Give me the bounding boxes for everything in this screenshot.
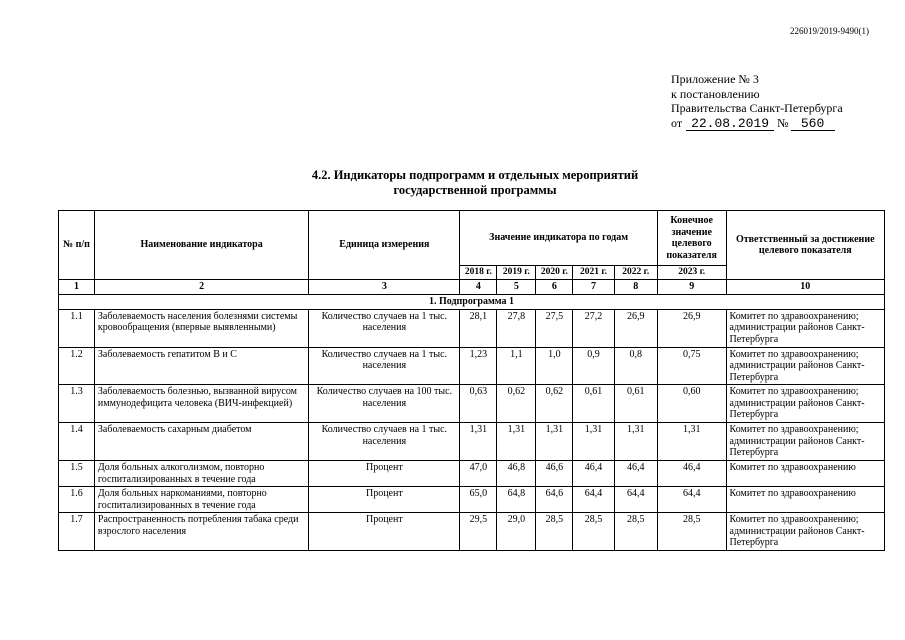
unit-cell: Количество случаев на 1 тыс. населения	[309, 423, 460, 461]
header-values: Значение индикатора по годам	[460, 211, 658, 266]
header-year: 2020 г.	[536, 266, 573, 280]
value-cell: 26,9	[657, 309, 726, 347]
column-index: 10	[726, 280, 884, 295]
value-cell: 28,5	[657, 513, 726, 551]
value-cell: 64,4	[614, 487, 657, 513]
header-unit: Единица измерения	[309, 211, 460, 280]
row-number: 1.3	[59, 385, 95, 423]
value-cell: 29,5	[460, 513, 497, 551]
value-cell: 0,8	[614, 347, 657, 385]
row-number: 1.1	[59, 309, 95, 347]
value-cell: 0,60	[657, 385, 726, 423]
column-index: 9	[657, 280, 726, 295]
value-cell: 65,0	[460, 487, 497, 513]
value-cell: 46,8	[497, 461, 536, 487]
value-cell: 46,6	[536, 461, 573, 487]
row-number: 1.4	[59, 423, 95, 461]
value-cell: 1,31	[497, 423, 536, 461]
table-row	[59, 487, 885, 513]
unit-cell: Количество случаев на 100 тыс. населения	[309, 385, 460, 423]
value-cell: 64,4	[573, 487, 614, 513]
value-cell: 46,4	[657, 461, 726, 487]
value-cell: 1,31	[536, 423, 573, 461]
value-cell: 46,4	[614, 461, 657, 487]
value-cell: 1,23	[460, 347, 497, 385]
title-line-2: государственной программы	[393, 182, 557, 197]
indicator-name: Заболеваемость гепатитом В и С	[94, 347, 308, 385]
value-cell: 28,5	[614, 513, 657, 551]
unit-cell: Процент	[309, 513, 460, 551]
value-cell: 0,75	[657, 347, 726, 385]
row-number: 1.6	[59, 487, 95, 513]
indicator-name: Доля больных алкоголизмом, повторно госпитализированных в течение года	[94, 461, 308, 487]
header-year: 2019 г.	[497, 266, 536, 280]
value-cell: 0,61	[614, 385, 657, 423]
row-number: 1.7	[59, 513, 95, 551]
column-index: 6	[536, 280, 573, 295]
value-cell: 64,8	[497, 487, 536, 513]
value-cell: 1,31	[614, 423, 657, 461]
column-index: 3	[309, 280, 460, 295]
row-number: 1.5	[59, 461, 95, 487]
table-row	[59, 423, 885, 461]
header-final: Конечное значение целевого показателя	[657, 211, 726, 266]
value-cell: 46,4	[573, 461, 614, 487]
header-responsible: Ответственный за достижение целевого показателя	[726, 211, 884, 280]
header-name: Наименование индикатора	[94, 211, 308, 280]
value-cell: 1,0	[536, 347, 573, 385]
unit-cell: Количество случаев на 1 тыс. населения	[309, 347, 460, 385]
unit-cell: Процент	[309, 487, 460, 513]
responsible-cell: Комитет по здравоохранению; администрации районов Санкт-Петербурга	[726, 385, 884, 423]
resolution-number: 560	[791, 118, 835, 131]
unit-cell: Процент	[309, 461, 460, 487]
appendix-line-2: к постановлению	[671, 86, 760, 101]
appendix-line-3: Правительства Санкт-Петербурга	[671, 101, 843, 115]
value-cell: 1,31	[460, 423, 497, 461]
page-title	[0, 168, 905, 197]
value-cell: 1,31	[657, 423, 726, 461]
column-index: 2	[94, 280, 308, 295]
value-cell: 0,63	[460, 385, 497, 423]
value-cell: 64,4	[657, 487, 726, 513]
row-number: 1.2	[59, 347, 95, 385]
appendix-date-line	[671, 116, 843, 131]
indicator-name: Заболеваемость населения болезнями системы кровообращения (впервые выявленными)	[94, 309, 308, 347]
table-row	[59, 461, 885, 487]
unit-cell: Количество случаев на 1 тыс. населения	[309, 309, 460, 347]
value-cell: 64,6	[536, 487, 573, 513]
title-line-1: 4.2. Индикаторы подпрограмм и отдельных мероприятий	[311, 168, 639, 182]
header-year: 2021 г.	[573, 266, 614, 280]
resolution-date: 22.08.2019	[686, 118, 774, 131]
value-cell: 28,5	[573, 513, 614, 551]
column-index: 4	[460, 280, 497, 295]
value-cell: 27,5	[536, 309, 573, 347]
document-number: 226019/2019-9490(1)	[790, 26, 869, 36]
from-label: от	[671, 115, 683, 130]
header-num: № п/п	[59, 211, 95, 280]
indicator-name: Заболеваемость болезнью, вызванной вирусом иммунодефицита человека (ВИЧ-инфекцией)	[94, 385, 308, 423]
responsible-cell: Комитет по здравоохранению; администрации районов Санкт-Петербурга	[726, 347, 884, 385]
responsible-cell: Комитет по здравоохранению	[726, 461, 884, 487]
column-index: 5	[497, 280, 536, 295]
appendix-block	[671, 72, 843, 131]
value-cell: 0,62	[497, 385, 536, 423]
responsible-cell: Комитет по здравоохранению; администрации районов Санкт-Петербурга	[726, 423, 884, 461]
value-cell: 27,8	[497, 309, 536, 347]
value-cell: 1,1	[497, 347, 536, 385]
responsible-cell: Комитет по здравоохранению	[726, 487, 884, 513]
responsible-cell: Комитет по здравоохранению; администрации районов Санкт-Петербурга	[726, 309, 884, 347]
indicators-table	[58, 210, 885, 551]
value-cell: 0,9	[573, 347, 614, 385]
header-year: 2023 г.	[657, 266, 726, 280]
responsible-cell: Комитет по здравоохранению; администрации районов Санкт-Петербурга	[726, 513, 884, 551]
value-cell: 29,0	[497, 513, 536, 551]
column-index: 8	[614, 280, 657, 295]
subprogram-heading: 1. Подпрограмма 1	[59, 295, 885, 310]
number-label: №	[777, 115, 789, 130]
header-year: 2018 г.	[460, 266, 497, 280]
indicator-name: Распространенность потребления табака среди взрослого населения	[94, 513, 308, 551]
value-cell: 0,62	[536, 385, 573, 423]
value-cell: 47,0	[460, 461, 497, 487]
column-index: 7	[573, 280, 614, 295]
indicator-name: Доля больных наркоманиями, повторно госпитализированных в течение года	[94, 487, 308, 513]
value-cell: 28,1	[460, 309, 497, 347]
value-cell: 0,61	[573, 385, 614, 423]
table-row	[59, 513, 885, 551]
table-row	[59, 309, 885, 347]
value-cell: 28,5	[536, 513, 573, 551]
header-year: 2022 г.	[614, 266, 657, 280]
table-row	[59, 347, 885, 385]
indicator-name: Заболеваемость сахарным диабетом	[94, 423, 308, 461]
column-index: 1	[59, 280, 95, 295]
appendix-line-1: Приложение № 3	[671, 72, 759, 86]
value-cell: 27,2	[573, 309, 614, 347]
value-cell: 26,9	[614, 309, 657, 347]
table-row	[59, 385, 885, 423]
value-cell: 1,31	[573, 423, 614, 461]
